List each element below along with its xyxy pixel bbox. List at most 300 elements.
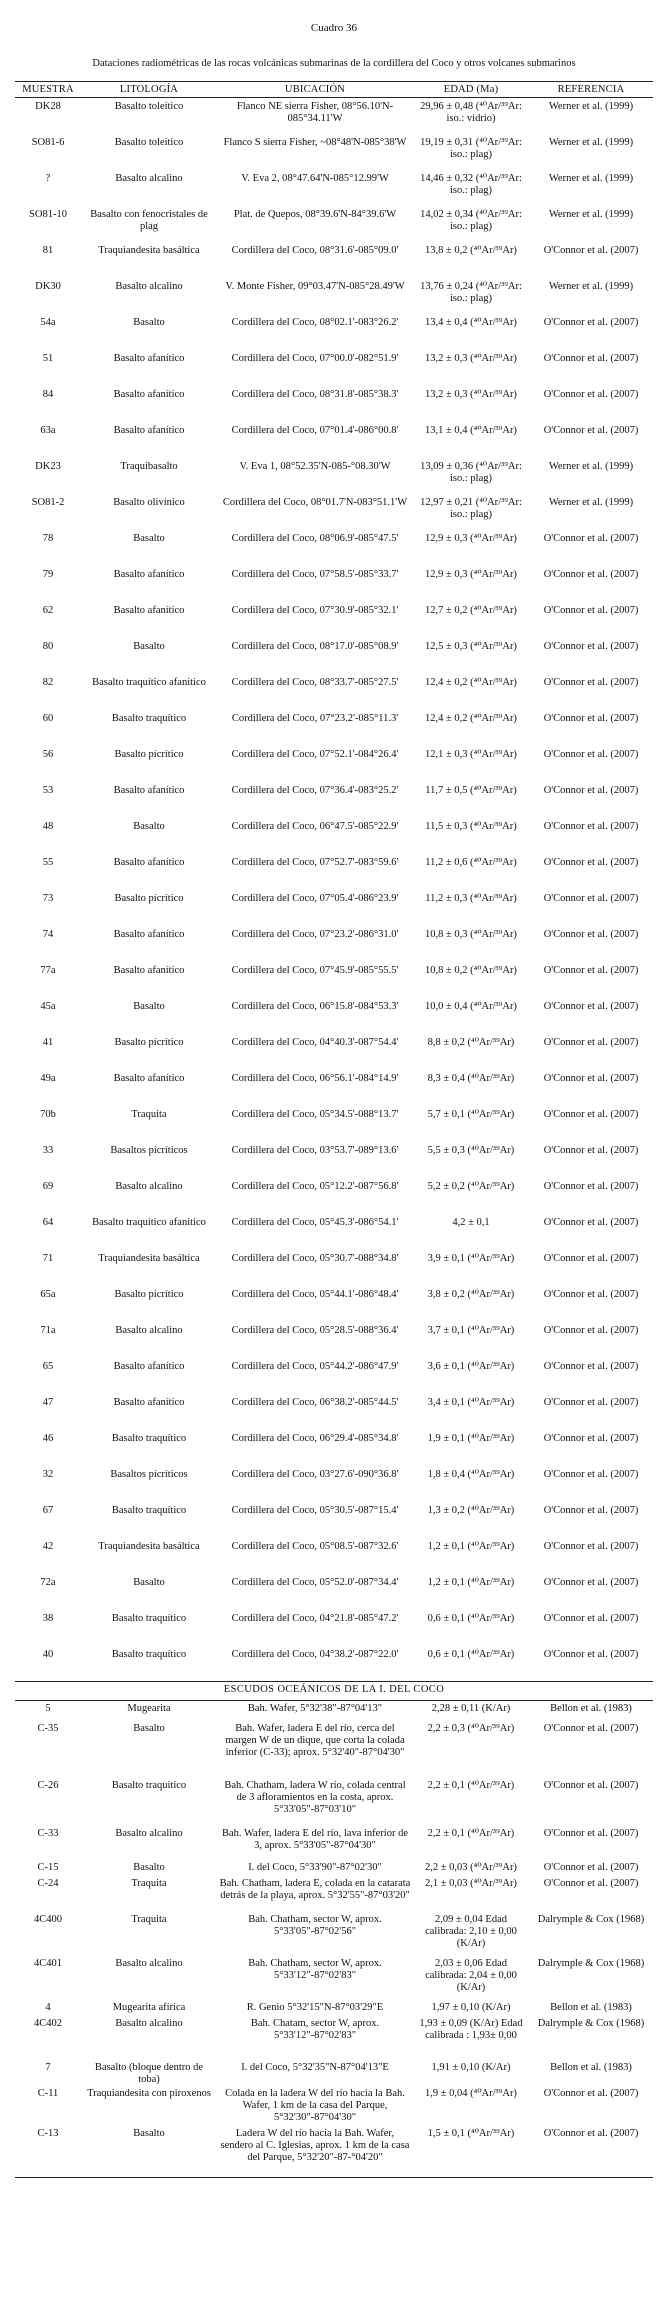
- cell-ubicacion: Cordillera del Coco, 08°33.7'-085°27.5': [231, 676, 399, 688]
- cell-ubicacion: Cordillera del Coco, 07°52.7'-083°59.6': [231, 856, 399, 868]
- table-row: [15, 1394, 653, 1430]
- cell-ubicacion: Cordillera del Coco, 08°02.1'-083°26.2': [231, 316, 399, 328]
- cell-ubicacion: Cordillera del Coco, 07°05.4'-086°23.9': [231, 892, 399, 904]
- cell-muestra: 77a: [40, 964, 56, 976]
- cell-ubicacion: Ladera W del río hacia la Bah. Wafer, sendero al C. Iglesias, aprox. 1 km de la casa del Parque, 5°32'20"-87-°04'20": [217, 2126, 413, 2178]
- cell-edad: 1,3 ± 0,2 (⁴⁰Ar/³⁹Ar): [427, 1504, 515, 1516]
- table-row: [15, 926, 653, 962]
- cell-referencia: O'Connor et al. (2007): [543, 1779, 639, 1791]
- cell-muestra: 38: [42, 1612, 54, 1624]
- cell-ubicacion: Cordillera del Coco, 08°01.7'N-083°51.1'W: [222, 496, 408, 508]
- cell-muestra: 5: [45, 1703, 51, 1714]
- cell-muestra: C-24: [37, 1877, 59, 1889]
- table-row: [15, 1250, 653, 1286]
- cell-litologia: Basalto afanítico: [113, 784, 185, 796]
- cell-litologia: Basalto traquítico: [111, 1432, 187, 1444]
- cell-muestra: C-35: [37, 1722, 59, 1734]
- table-row: [15, 602, 653, 638]
- cell-litologia: Basalto (bloque dentro de toba): [94, 2061, 204, 2085]
- cell-referencia: O'Connor et al. (2007): [543, 1036, 639, 1048]
- cell-ubicacion: Cordillera del Coco, 05°12.2'-087°56.8': [231, 1180, 399, 1192]
- cell-muestra: 55: [42, 856, 54, 868]
- cell-referencia: Werner et al. (1999): [548, 208, 634, 220]
- cell-ubicacion: Cordillera del Coco, 05°30.5'-087°15.4': [231, 1504, 399, 1516]
- cell-referencia: O'Connor et al. (2007): [543, 676, 639, 688]
- cell-muestra: 48: [42, 820, 54, 832]
- cell-litologia: Basalto afanítico: [113, 1072, 185, 1084]
- section-header-row: [15, 1682, 653, 1701]
- table-row: [15, 422, 653, 458]
- cell-referencia: O'Connor et al. (2007): [543, 1504, 639, 1516]
- table-row: [15, 818, 653, 854]
- cell-edad: 2,1 ± 0,03 (⁴⁰Ar/³⁹Ar): [425, 1877, 517, 1889]
- cell-litologia: Traquiandesita basáltica: [98, 1540, 200, 1552]
- cell-muestra: 63a: [40, 424, 56, 436]
- table-row: [15, 2060, 653, 2086]
- table-row: [15, 854, 653, 890]
- cell-litologia: Basaltos pícríticos: [110, 1468, 188, 1480]
- cell-referencia: O'Connor et al. (2007): [543, 820, 639, 832]
- cell-edad: 13,09 ± 0,36 (⁴⁰Ar/³⁹Ar: iso.: plag): [420, 460, 522, 484]
- cell-muestra: ?: [45, 172, 51, 184]
- cell-litologia: Basalto alcalino: [115, 1180, 183, 1192]
- cell-muestra: 82: [42, 676, 54, 688]
- table-row: [15, 890, 653, 926]
- table-row: [15, 1070, 653, 1106]
- cell-referencia: O'Connor et al. (2007): [543, 1252, 639, 1264]
- cell-litologia: Traquiandesita con piroxenos: [87, 2087, 211, 2099]
- cell-ubicacion: Bah. Chatham, sector W, aprox. 5°33'05"-87°02'56": [248, 1913, 382, 1937]
- cell-referencia: O'Connor et al. (2007): [543, 1216, 639, 1228]
- cell-referencia: O'Connor et al. (2007): [543, 568, 639, 580]
- cell-edad: 1,2 ± 0,1 (⁴⁰Ar/³⁹Ar): [427, 1540, 515, 1552]
- cell-litologia: Basalto: [133, 820, 165, 832]
- cell-ubicacion: I. del Coco, 5°33'90"-87°02'30": [248, 1861, 382, 1873]
- cell-litologia: Basalto traquítico afanítico: [92, 676, 206, 688]
- cell-edad: 4,2 ± 0,1: [452, 1216, 490, 1228]
- cell-ubicacion: Cordillera del Coco, 07°23.2'-086°31.0': [231, 928, 399, 940]
- table-row: [15, 206, 653, 242]
- cell-edad: 2,28 ± 0,11 (K/Ar): [431, 1703, 511, 1714]
- cell-ubicacion: V. Eva 2, 08°47.64'N-085°12.99'W: [241, 172, 389, 184]
- cell-litologia: Traquiandesita basáltica: [98, 244, 200, 256]
- cell-muestra: 84: [42, 388, 54, 400]
- table-row: [15, 242, 653, 278]
- header-muestra: MUESTRA: [15, 82, 81, 98]
- cell-edad: 3,6 ± 0,1 (⁴⁰Ar/³⁹Ar): [427, 1360, 515, 1372]
- cell-edad: 14,46 ± 0,32 (⁴⁰Ar/³⁹Ar: iso.: plag): [420, 172, 522, 196]
- cell-muestra: 65a: [40, 1288, 56, 1300]
- cell-ubicacion: Cordillera del Coco, 05°08.5'-087°32.6': [231, 1540, 399, 1552]
- section-title: ESCUDOS OCEÁNICOS DE LA I. DEL COCO: [15, 1682, 653, 1701]
- table-number: Cuadro 36: [310, 22, 358, 34]
- cell-ubicacion: Colada en la ladera W del río hacia la Bah. Wafer, 1 km de la casa del Parque, 5°32'30"-87°04'30": [225, 2087, 405, 2123]
- cell-ubicacion: Cordillera del Coco, 06°15.8'-084°53.3': [231, 1000, 399, 1012]
- table-row: [15, 1322, 653, 1358]
- cell-muestra: 4: [45, 2001, 51, 2013]
- cell-ubicacion: Cordillera del Coco, 07°00.0'-082°51.9': [231, 352, 399, 364]
- cell-edad: 0,6 ± 0,1 (⁴⁰Ar/³⁹Ar): [427, 1648, 515, 1660]
- cell-referencia: O'Connor et al. (2007): [543, 604, 639, 616]
- table-row: [15, 746, 653, 782]
- cell-referencia: O'Connor et al. (2007): [543, 1396, 639, 1408]
- cell-litologia: Basalto: [133, 640, 165, 652]
- cell-referencia: O'Connor et al. (2007): [543, 712, 639, 724]
- cell-litologia: Traquiandesita basáltica: [98, 1252, 200, 1264]
- table-row: [15, 1646, 653, 1682]
- cell-referencia: O'Connor et al. (2007): [543, 532, 639, 544]
- cell-muestra: 67: [42, 1504, 54, 1516]
- cell-referencia: Werner et al. (1999): [548, 172, 634, 184]
- cell-litologia: Traquita: [131, 1108, 167, 1120]
- cell-ubicacion: Cordillera del Coco, 05°30.7'-088°34.8': [231, 1252, 399, 1264]
- table-row: [15, 998, 653, 1034]
- cell-referencia: Dalrymple & Cox (1968): [537, 1957, 645, 1969]
- cell-referencia: O'Connor et al. (2007): [543, 1722, 639, 1734]
- cell-litologia: Basalto: [133, 1576, 165, 1588]
- cell-muestra: 73: [42, 892, 54, 904]
- cell-ubicacion: Cordillera del Coco, 03°27.6'-090°36.8': [231, 1468, 399, 1480]
- cell-edad: 3,9 ± 0,1 (⁴⁰Ar/³⁹Ar): [427, 1252, 515, 1264]
- table-row: [15, 2016, 653, 2060]
- cell-referencia: O'Connor et al. (2007): [543, 1468, 639, 1480]
- table-row: [15, 314, 653, 350]
- cell-ubicacion: R. Genio 5°32'15"N-87°03'29"E: [246, 2001, 384, 2013]
- cell-ubicacion: Bah. Chatham, ladera W río, colada central de 3 afloramientos en la costa, aprox. 5°33'05"-87°03'10": [224, 1779, 406, 1815]
- cell-referencia: O'Connor et al. (2007): [543, 1648, 639, 1660]
- cell-edad: 14,02 ± 0,34 (⁴⁰Ar/³⁹Ar: iso.: plag): [420, 208, 522, 232]
- cell-edad: 2,03 ± 0,06 Edad calibrada: 2,04 ± 0,00 (K/Ar): [425, 1957, 517, 1993]
- cell-muestra: 71: [42, 1252, 54, 1264]
- cell-muestra: 42: [42, 1540, 54, 1552]
- table-row: [15, 1286, 653, 1322]
- cell-litologia: Basalto alcalino: [115, 1324, 183, 1336]
- cell-litologia: Basalto: [81, 2126, 217, 2178]
- cell-litologia: Traquibasalto: [120, 460, 178, 472]
- cell-edad: 2,2 ± 0,3 (⁴⁰Ar/³⁹Ar): [427, 1722, 515, 1734]
- cell-edad: 11,2 ± 0,3 (⁴⁰Ar/³⁹Ar): [425, 892, 517, 904]
- cell-litologia: Basalto traquítico: [111, 1779, 187, 1791]
- table-row: [15, 278, 653, 314]
- cell-referencia: O'Connor et al. (2007): [543, 1877, 639, 1889]
- cell-ubicacion: Bah. Wafer, ladera E del río, lava inferior de 3, aprox. 5°33'05"-87°04'30": [222, 1827, 408, 1851]
- cell-litologia: Basalto traquítico: [111, 1612, 187, 1624]
- table-row: [15, 170, 653, 206]
- cell-litologia: Basalto afanítico: [113, 1396, 185, 1408]
- cell-edad: 0,6 ± 0,1 (⁴⁰Ar/³⁹Ar): [427, 1612, 515, 1624]
- cell-litologia: Basalto afanítico: [113, 352, 185, 364]
- table-row: [15, 962, 653, 998]
- cell-referencia: Werner et al. (1999): [548, 136, 634, 148]
- cell-ubicacion: Cordillera del Coco, 06°47.5'-085°22.9': [231, 820, 399, 832]
- cell-litologia: Basalto: [133, 532, 165, 544]
- cell-litologia: Mugearita: [127, 1703, 171, 1714]
- table-row: [15, 782, 653, 818]
- cell-ubicacion: Bah. Chatham, ladera E, colada en la catarata detrás de la playa, aprox. 5°32'55"-87°03'20": [219, 1877, 411, 1901]
- cell-referencia: O'Connor et al. (2007): [543, 964, 639, 976]
- table-row: [15, 1034, 653, 1070]
- cell-ubicacion: Cordillera del Coco, 04°40.3'-087°54.4': [231, 1036, 399, 1048]
- cell-litologia: Basalto traquítico: [111, 712, 187, 724]
- cell-ubicacion: Cordillera del Coco, 06°56.1'-084°14.9': [231, 1072, 399, 1084]
- cell-edad: 2,2 ± 0,1 (⁴⁰Ar/³⁹Ar): [427, 1779, 515, 1791]
- cell-muestra: DK28: [35, 101, 61, 112]
- table-row: [15, 1778, 653, 1826]
- cell-muestra: C-33: [37, 1827, 59, 1839]
- cell-ubicacion: Cordillera del Coco, 06°38.2'-085°44.5': [231, 1396, 399, 1408]
- cell-ubicacion: Cordillera del Coco, 08°06.9'-085°47.5': [231, 532, 399, 544]
- cell-muestra: 4C400: [33, 1913, 62, 1925]
- cell-referencia: O'Connor et al. (2007): [543, 2087, 639, 2099]
- table-row: [15, 1876, 653, 1912]
- cell-edad: 1,97 ± 0,10 (K/Ar): [431, 2001, 511, 2013]
- cell-ubicacion: Cordillera del Coco, 07°23.2'-085°11.3': [231, 712, 399, 724]
- cell-muestra: 71a: [40, 1324, 56, 1336]
- cell-edad: 13,2 ± 0,3 (⁴⁰Ar/³⁹Ar): [425, 352, 517, 364]
- table-row: [15, 494, 653, 530]
- cell-edad: 12,5 ± 0,3 (⁴⁰Ar/³⁹Ar): [425, 640, 517, 652]
- cell-ubicacion: Cordillera del Coco, 05°44.1'-086°48.4': [231, 1288, 399, 1300]
- cell-edad: 1,93 ± 0,09 (K/Ar) Edad calibrada : 1,93± 0,00: [419, 2017, 523, 2041]
- cell-edad: 29,96 ± 0,48 (⁴⁰Ar/³⁹Ar: iso.: vidrio): [420, 101, 522, 124]
- cell-litologia: Traquita: [131, 1877, 167, 1889]
- cell-edad: 10,8 ± 0,3 (⁴⁰Ar/³⁹Ar): [425, 928, 517, 940]
- table-row: [15, 1610, 653, 1646]
- cell-litologia: Traquita: [131, 1913, 167, 1925]
- cell-referencia: O'Connor et al. (2007): [543, 928, 639, 940]
- cell-edad: 5,2 ± 0,2 (⁴⁰Ar/³⁹Ar): [427, 1180, 515, 1192]
- table-row: [15, 1214, 653, 1250]
- table-row: [15, 1142, 653, 1178]
- cell-litologia: Basalto: [133, 1000, 165, 1012]
- cell-ubicacion: Cordillera del Coco, 07°45.9'-085°55.5': [231, 964, 399, 976]
- cell-ubicacion: Cordillera del Coco, 07°36.4'-083°25.2': [231, 784, 399, 796]
- cell-muestra: 41: [42, 1036, 54, 1048]
- cell-referencia: O'Connor et al. (2007): [543, 1000, 639, 1012]
- header-row: [15, 82, 653, 98]
- cell-ubicacion: Cordillera del Coco, 04°38.2'-087°22.0': [231, 1648, 399, 1660]
- cell-edad: 12,97 ± 0,21 (⁴⁰Ar/³⁹Ar: iso.: plag): [420, 496, 522, 520]
- cell-referencia: Bellon et al. (1983): [550, 2001, 632, 2013]
- cell-referencia: Bellon et al. (1983): [550, 2061, 632, 2073]
- cell-referencia: O'Connor et al. (2007): [543, 1324, 639, 1336]
- cell-referencia: Dalrymple & Cox (1968): [537, 1913, 645, 1925]
- cell-referencia: O'Connor et al. (2007): [543, 1360, 639, 1372]
- cell-edad: 13,2 ± 0,3 (⁴⁰Ar/³⁹Ar): [425, 388, 517, 400]
- cell-referencia: O'Connor et al. (2007): [543, 1432, 639, 1444]
- cell-referencia: Werner et al. (1999): [548, 496, 634, 508]
- cell-muestra: 65: [42, 1360, 54, 1372]
- cell-ubicacion: Cordillera del Coco, 05°44.2'-086°47.9': [231, 1360, 399, 1372]
- cell-muestra: 64: [42, 1216, 54, 1228]
- cell-litologia: Basalto afanítico: [113, 964, 185, 976]
- table-row: [15, 1912, 653, 1956]
- cell-edad: 12,9 ± 0,3 (⁴⁰Ar/³⁹Ar): [425, 532, 517, 544]
- cell-litologia: Basalto afanítico: [113, 604, 185, 616]
- cell-edad: 12,7 ± 0,2 (⁴⁰Ar/³⁹Ar): [425, 604, 517, 616]
- cell-edad: 11,7 ± 0,5 (⁴⁰Ar/³⁹Ar): [425, 784, 517, 796]
- cell-edad: 1,2 ± 0,1 (⁴⁰Ar/³⁹Ar): [427, 1576, 515, 1588]
- cell-edad: 13,1 ± 0,4 (⁴⁰Ar/³⁹Ar): [425, 424, 517, 436]
- cell-muestra: C-11: [37, 2087, 59, 2099]
- table-row: [15, 2086, 653, 2126]
- cell-ubicacion: V. Monte Fisher, 09°03.47'N-085°28.49'W: [225, 280, 405, 292]
- cell-muestra: 62: [42, 604, 54, 616]
- table-row: [15, 98, 653, 134]
- cell-referencia: O'Connor et al. (2007): [543, 1288, 639, 1300]
- table-row: [15, 1358, 653, 1394]
- cell-ubicacion: Cordillera del Coco, 03°53.7'-089°13.6': [231, 1144, 399, 1156]
- cell-referencia: O'Connor et al. (2007): [543, 1180, 639, 1192]
- table-row: [15, 1956, 653, 2000]
- table-row: [15, 1502, 653, 1538]
- radiometric-dating-table: [15, 81, 653, 2178]
- cell-edad: 1,8 ± 0,4 (⁴⁰Ar/³⁹Ar): [427, 1468, 515, 1480]
- cell-muestra: C-26: [37, 1779, 59, 1791]
- coco-ridge-rows: [15, 98, 653, 1682]
- table-row: [15, 530, 653, 566]
- cell-edad: 19,19 ± 0,31 (⁴⁰Ar/³⁹Ar: iso.: plag): [420, 136, 522, 160]
- cell-ubicacion: Cordillera del Coco, 08°31.6'-085°09.0': [231, 244, 399, 256]
- table-row: [15, 566, 653, 602]
- cell-edad: 12,1 ± 0,3 (⁴⁰Ar/³⁹Ar): [425, 748, 517, 760]
- cell-muestra: 81: [42, 244, 54, 256]
- cell-edad: 13,8 ± 0,2 (⁴⁰Ar/³⁹Ar): [425, 244, 517, 256]
- cell-litologia: Basalto afanítico: [113, 928, 185, 940]
- cell-muestra: 4C401: [33, 1957, 62, 1969]
- table-row: [15, 1178, 653, 1214]
- cell-muestra: 4C402: [33, 2017, 62, 2029]
- table-caption: Dataciones radiométricas de las rocas volcánicas submarinas de la cordillera del Coco y otros volcanes submarinos: [92, 58, 576, 69]
- cell-edad: 1,9 ± 0,1 (⁴⁰Ar/³⁹Ar): [427, 1432, 515, 1444]
- cell-referencia: O'Connor et al. (2007): [543, 388, 639, 400]
- cell-muestra: 33: [42, 1144, 54, 1156]
- cell-ubicacion: Bah. Chatham, sector W, aprox. 5°33'12"-87°02'83": [248, 1957, 382, 1981]
- cell-edad: 10,0 ± 0,4 (⁴⁰Ar/³⁹Ar): [425, 1000, 517, 1012]
- table-row: [15, 1538, 653, 1574]
- table-row: [15, 674, 653, 710]
- cell-muestra: 80: [42, 640, 54, 652]
- cell-muestra: C-13: [15, 2126, 81, 2178]
- cell-edad: 5,5 ± 0,3 (⁴⁰Ar/³⁹Ar): [427, 1144, 515, 1156]
- header-edad: EDAD (Ma): [413, 82, 529, 98]
- cell-litologia: Basalto con fenocristales de plag: [90, 208, 208, 232]
- cell-litologia: Basalto alcalino: [115, 280, 183, 292]
- cell-edad: 11,2 ± 0,6 (⁴⁰Ar/³⁹Ar): [425, 856, 517, 868]
- cell-muestra: 32: [42, 1468, 54, 1480]
- cell-edad: 10,8 ± 0,2 (⁴⁰Ar/³⁹Ar): [425, 964, 517, 976]
- table-row: [15, 1826, 653, 1860]
- cell-litologia: Basalto afanítico: [113, 856, 185, 868]
- cell-ubicacion: Cordillera del Coco, 07°01.4'-086°00.8': [231, 424, 399, 436]
- cell-litologia: Basalto pícrítico: [114, 892, 184, 904]
- cell-muestra: DK23: [35, 460, 61, 472]
- cell-muestra: 45a: [40, 1000, 56, 1012]
- cell-litologia: Basalto alcalino: [115, 2017, 183, 2029]
- cell-ubicacion: Cordillera del Coco, 08°31.8'-085°38.3': [231, 388, 399, 400]
- cell-muestra: SO81-10: [29, 208, 67, 220]
- cell-ubicacion: Flanco S sierra Fisher, ~08°48'N-085°38'W: [223, 136, 407, 148]
- table-row: [15, 2000, 653, 2016]
- cell-litologia: Basalto traquítico: [111, 1648, 187, 1660]
- table-row: [15, 386, 653, 422]
- cell-referencia: O'Connor et al. (2007): [543, 1861, 639, 1873]
- table-row: [15, 1430, 653, 1466]
- cell-litologia: Basalto: [133, 1722, 165, 1734]
- cell-muestra: DK30: [35, 280, 61, 292]
- cell-litologia: Mugearita afírica: [112, 2001, 186, 2013]
- cell-litologia: Basalto: [133, 316, 165, 328]
- cell-edad: 3,8 ± 0,2 (⁴⁰Ar/³⁹Ar): [427, 1288, 515, 1300]
- cell-referencia: O'Connor et al. (2007): [543, 892, 639, 904]
- cell-ubicacion: Cordillera del Coco, 04°21.8'-085°47.2': [231, 1612, 399, 1624]
- cell-muestra: SO81-2: [31, 496, 65, 508]
- cell-ubicacion: Cordillera del Coco, 05°45.3'-086°54.1': [231, 1216, 399, 1228]
- table-row: [15, 350, 653, 386]
- table-row: [15, 2126, 653, 2178]
- cell-ubicacion: Cordillera del Coco, 07°52.1'-084°26.4': [231, 748, 399, 760]
- cell-muestra: 40: [42, 1648, 54, 1660]
- cell-referencia: O'Connor et al. (2007): [543, 1144, 639, 1156]
- cell-referencia: Werner et al. (1999): [548, 101, 634, 112]
- cell-litologia: Basalto toleítico: [114, 136, 184, 148]
- cell-litologia: Basaltos pícríticos: [110, 1144, 188, 1156]
- cell-edad: 5,7 ± 0,1 (⁴⁰Ar/³⁹Ar): [427, 1108, 515, 1120]
- cell-muestra: 7: [45, 2061, 51, 2073]
- cell-edad: 2,2 ± 0,03 (⁴⁰Ar/³⁹Ar): [425, 1861, 517, 1873]
- cell-litologia: Basalto pícrítico: [114, 1288, 184, 1300]
- cell-litologia: Basalto afanítico: [113, 568, 185, 580]
- cell-referencia: O'Connor et al. (2007): [543, 640, 639, 652]
- table-row: [15, 1860, 653, 1876]
- cell-referencia: O'Connor et al. (2007): [543, 1576, 639, 1588]
- cell-litologia: Basalto afanítico: [113, 388, 185, 400]
- cell-litologia: Basalto traquítico: [111, 1504, 187, 1516]
- cell-ubicacion: V. Eva 1, 08°52.35'N-085-°08.30'W: [239, 460, 391, 472]
- cell-muestra: 78: [42, 532, 54, 544]
- table-row: [15, 1466, 653, 1502]
- cell-litologia: Basalto pícrítico: [114, 748, 184, 760]
- cell-ubicacion: Cordillera del Coco, 07°30.9'-085°32.1': [231, 604, 399, 616]
- cell-litologia: Basalto alcalino: [115, 1827, 183, 1839]
- cell-referencia: O'Connor et al. (2007): [543, 352, 639, 364]
- table-row: [15, 458, 653, 494]
- cell-muestra: 46: [42, 1432, 54, 1444]
- cell-referencia: O'Connor et al. (2007): [543, 1827, 639, 1839]
- cell-litologia: Basalto traquítico afanítico: [92, 1216, 206, 1228]
- cell-referencia: O'Connor et al. (2007): [543, 316, 639, 328]
- cell-muestra: 53: [42, 784, 54, 796]
- cell-edad: 13,76 ± 0,24 (⁴⁰Ar/³⁹Ar: iso.: plag): [420, 280, 522, 304]
- cell-muestra: 74: [42, 928, 54, 940]
- cell-ubicacion: Cordillera del Coco, 06°29.4'-085°34.8': [231, 1432, 399, 1444]
- cell-referencia: Bellon et al. (1983): [550, 1703, 632, 1714]
- table-row: [15, 1574, 653, 1610]
- cell-referencia: O'Connor et al. (2007): [529, 2126, 653, 2178]
- cell-referencia: O'Connor et al. (2007): [543, 244, 639, 256]
- cell-muestra: 47: [42, 1396, 54, 1408]
- cell-edad: 1,91 ± 0,10 (K/Ar): [431, 2061, 511, 2073]
- cell-edad: 1,9 ± 0,04 (⁴⁰Ar/³⁹Ar): [425, 2087, 517, 2099]
- cell-muestra: 60: [42, 712, 54, 724]
- cell-edad: 12,4 ± 0,2 (⁴⁰Ar/³⁹Ar): [425, 676, 517, 688]
- cell-ubicacion: Bah. Wafer, ladera E del río, cerca del margen W de un dique, que corta la colada inferior (C-33); aprox. 5°32'40"-87°04'30": [225, 1722, 405, 1758]
- cell-litologia: Basalto alcalino: [115, 1957, 183, 1969]
- cell-referencia: Dalrymple & Cox (1968): [537, 2017, 645, 2029]
- cell-litologia: Basalto pícrítico: [114, 1036, 184, 1048]
- table-row: [15, 134, 653, 170]
- cell-muestra: 51: [42, 352, 54, 364]
